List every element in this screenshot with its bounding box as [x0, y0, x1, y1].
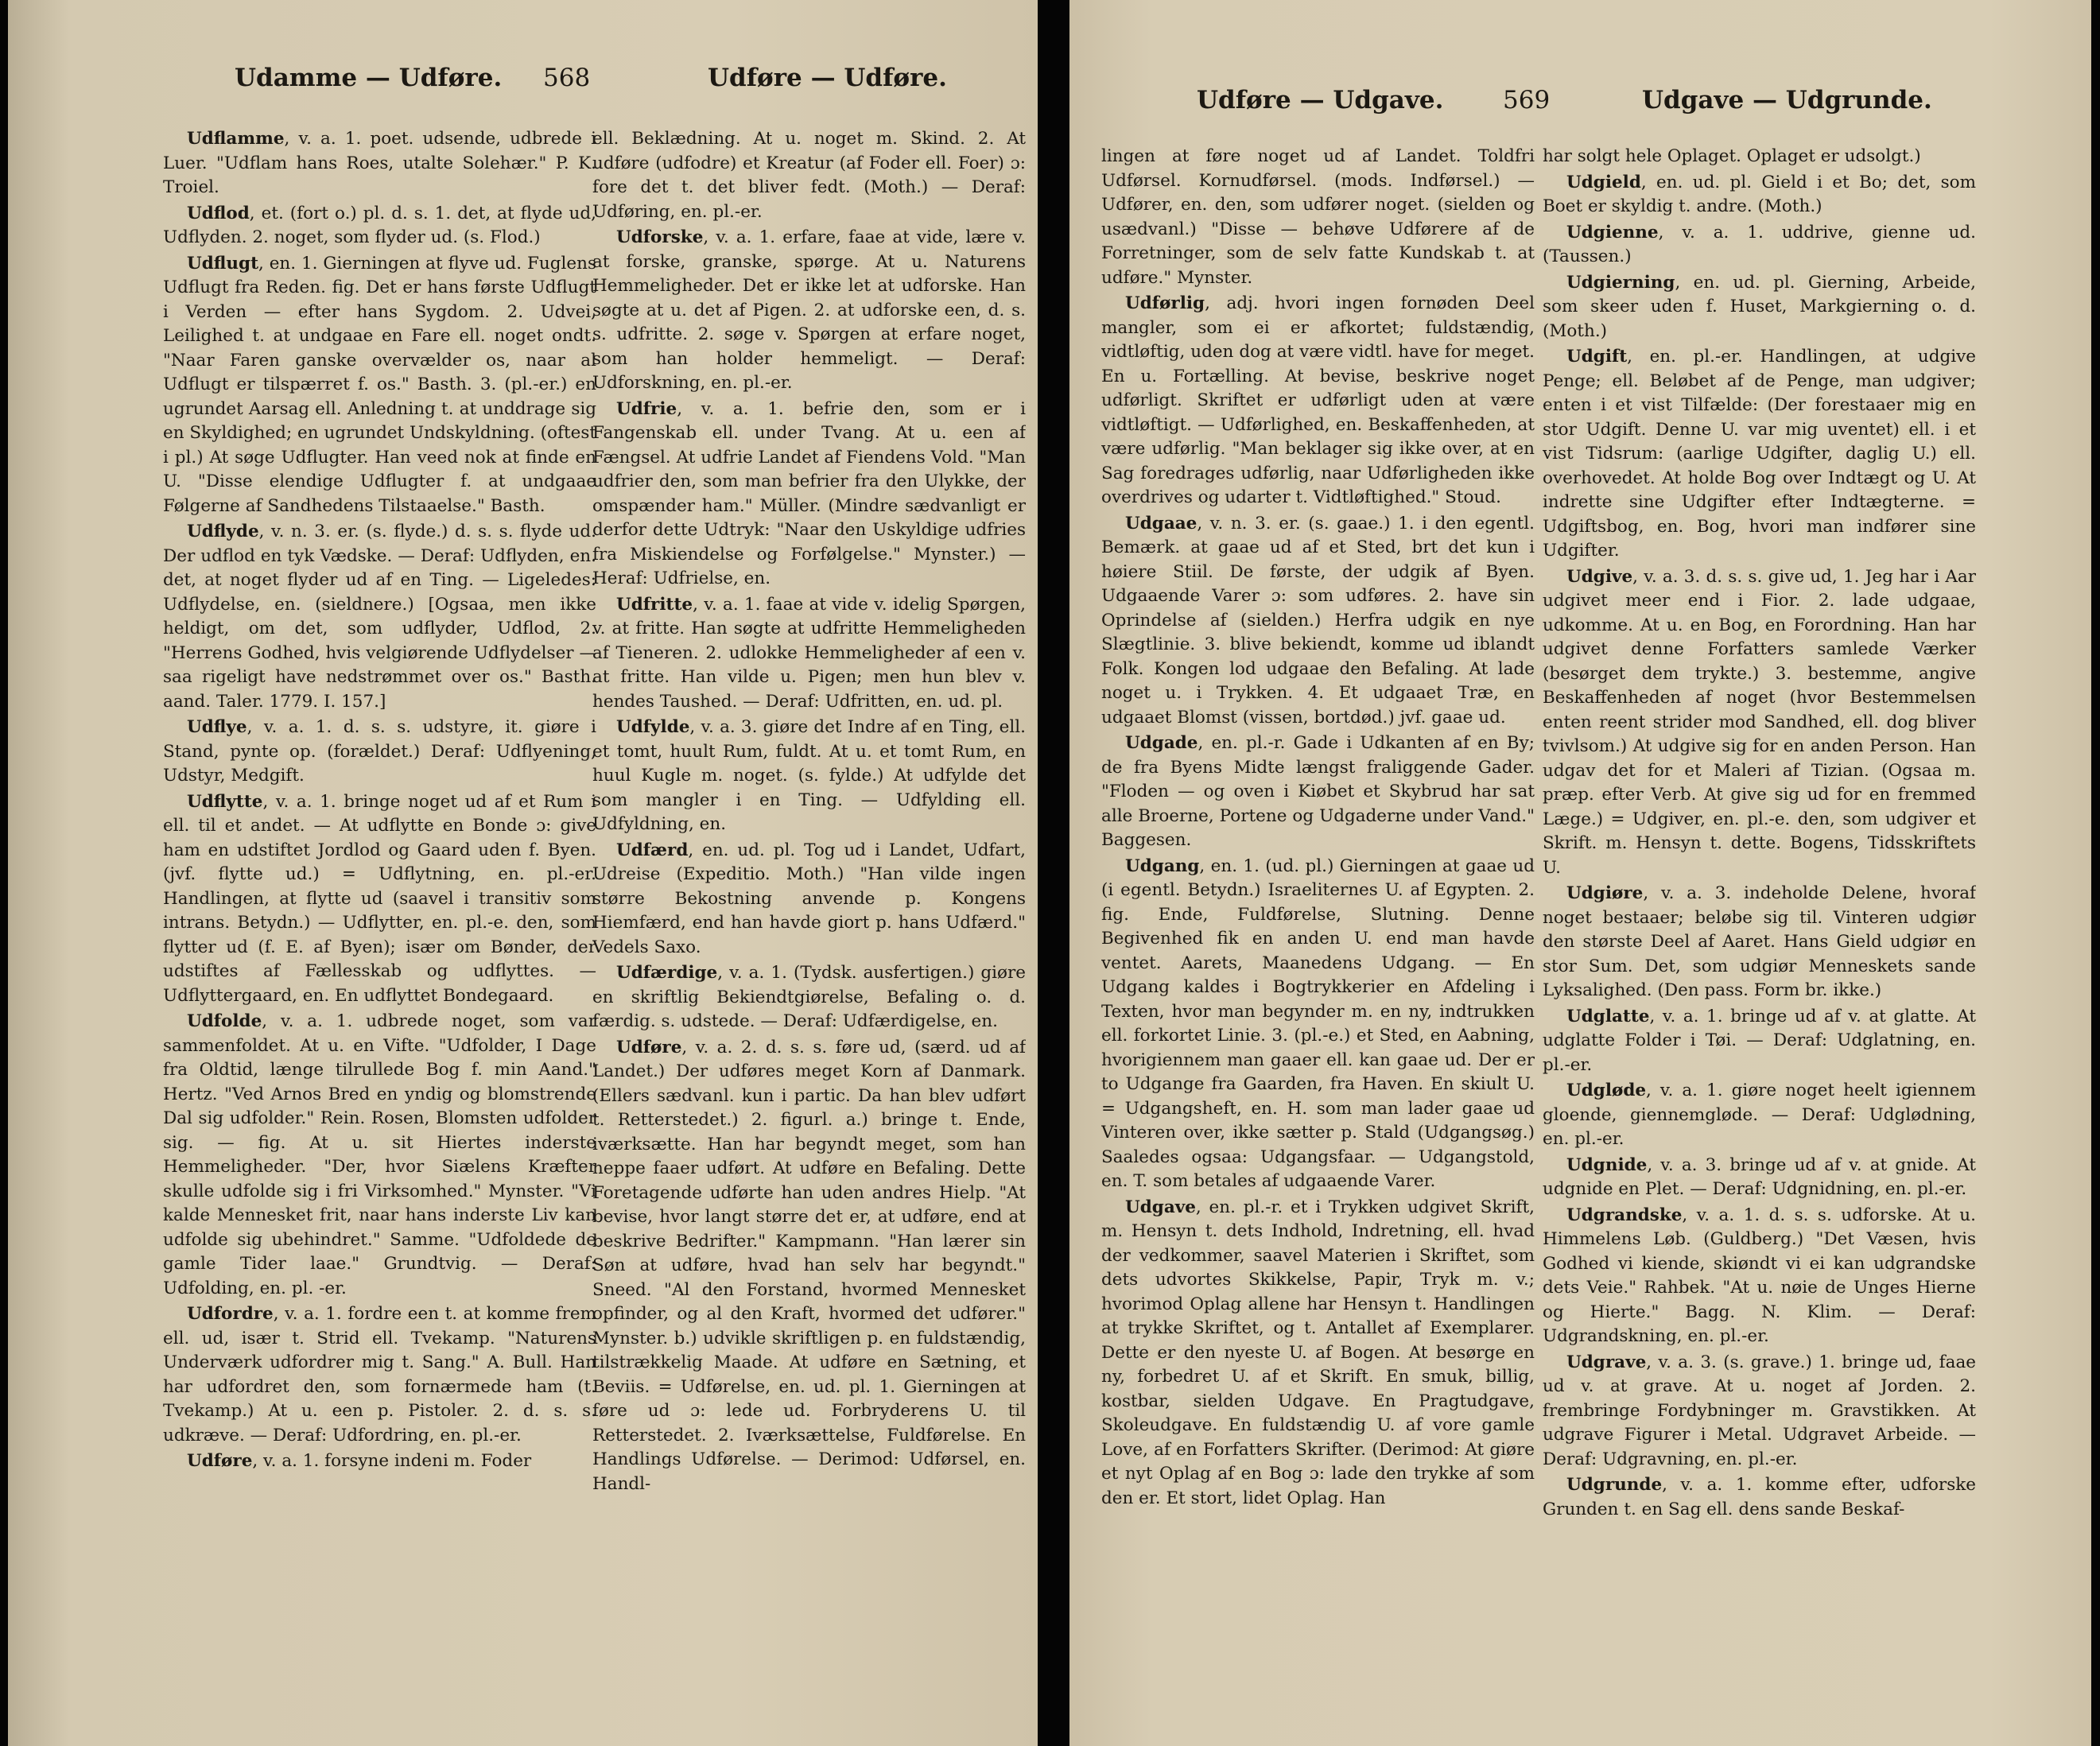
entry-definition: , v. a. 3. indeholde Delene, hvoraf noget bestaaer; beløbe sig til. Vinteren udgiør den største Deel af Aaret. Hans Gield udgiør en stor Sum. Det, som udgiør Menneskets sande Lyksalighed. (Den pass. Form br. ikke.) [1543, 883, 1976, 1000]
entry-definition: , v. a. 1. bringe ud af v. at glatte. At udglatte Folder i Tøi. — Deraf: Udglatning, en. pl.-er. [1543, 1006, 1976, 1075]
left-page-header [8, 64, 1038, 111]
entry-headword: Udgive [1566, 566, 1633, 587]
entry-definition: , et. (fort o.) pl. d. s. 1. det, at flyde ud, Udflyden. 2. noget, som flyder ud. (s. Flod.) [163, 203, 596, 247]
entry-definition: , v. a. 1. uddrive, gienne ud. (Taussen.) [1543, 222, 1976, 266]
entry-headword: Udglatte [1566, 1006, 1650, 1026]
dictionary-entry [1101, 512, 1535, 731]
entry-headword: Udfrie [616, 398, 677, 419]
entry-definition: , v. a. 3. (s. grave.) 1. bringe ud, faae ud v. at grave. At u. noget af Jorden. 2. frembringe Fordybninger m. Gravstikken. At udgrave Figurer i Metal. Udgravet Arbeide. — Deraf: Udgravning, en. pl.-er. [1543, 1352, 1976, 1469]
entry-definition: , en. ud. pl. Tog ud i Landet, Udfart, Udreise (Expeditio. Moth.) "Han vilde ingen større Bekostning anvende p. Kongens Hiemfærd, end han havde giort p. hans Udfærd." Vedels Saxo. [592, 840, 1026, 957]
dictionary-entry [163, 520, 596, 714]
entry-definition: , en. pl.-er. Handlingen, at udgive Penge; ell. Beløbet af de Penge, man udgiver; enten i et vist Tilfælde: (Der forestaaer mig en stor Udgift. Denne U. var mig uventet) ell. i et vist Tidsrum: (aarlige Udgifter, daglig U.) ell. overhovedet. At holde Bog over Indtægt og U. At indrette sine Udgifter efter Indtægterne. = Udgiftsbog, en. Bog, hvori man indfører sine Udgifter. [1543, 347, 1976, 561]
entry-definition: , v. a. 3. bringe ud af v. at gnide. At udgnide en Plet. — Deraf: Udgnidning, en. pl.-er. [1543, 1154, 1976, 1199]
entry-definition: , en. ud. pl. Gield i et Bo; det, som Boet er skyldig t. andre. (Moth.) [1543, 172, 1976, 216]
dictionary-entry [1543, 1351, 1976, 1472]
entry-headword: Udgrunde [1566, 1475, 1663, 1495]
right-page-column-1 [1101, 145, 1535, 1735]
dictionary-entry [1543, 145, 1976, 169]
entry-headword: Udgang [1125, 856, 1200, 876]
entry-definition: , en. 1. (ud. pl.) Gierningen at gaae ud (i egentl. Betydn.) Israeliternes U. af Egypten. 2. fig. Ende, Fuldførelse, Slutning. Denne Begivenhed fik en anden U. end man havde ventet. Aarets, Maanedens Udgang. — En Udgang kaldes i Bogtrykkerier en Afdeling i Texten, hvor man begynder m. en ny, indtrukken ell. forkortet Linie. 3. (pl.-e.) et Sted, en Aabning, hvorigiennem man gaaer ell. kan gaae ud. Der er to Udgange fra Gaarden, fra Haven. En skiult U. = Udgangsheft, en. H. som man lader gaae ud Vinteren over, ikke sætter p. Stald (Udgangsøg.) Saaledes ogsaa: Udgangsfaar. — Udgangstold, en. T. som betales af udgaaende Varer. [1101, 856, 1535, 1191]
entry-headword: Udflyde [187, 522, 259, 541]
dictionary-entry [1101, 731, 1535, 853]
right-page [1069, 0, 2091, 1746]
dictionary-entry [163, 790, 596, 1009]
dictionary-entry [1543, 1473, 1976, 1522]
entry-headword: Udflye [187, 717, 247, 737]
entry-headword: Udflod [187, 203, 250, 223]
dictionary-entry [592, 593, 1026, 715]
entry-headword: Udgienne [1566, 222, 1659, 242]
entry-definition: , v. a. 1. poet. udsende, udbrede i Luer. "Udflam hans Roes, utalte Solehær." P. K. Troiel. [163, 129, 596, 197]
dictionary-entry [1543, 1204, 1976, 1349]
entry-headword: Udfordre [187, 1304, 274, 1324]
dictionary-entry [592, 398, 1026, 592]
entry-headword: Udfolde [187, 1011, 262, 1031]
entry-headword: Udflytte [187, 791, 263, 812]
entry-headword: Udfylde [616, 717, 690, 737]
dictionary-entry [1543, 1079, 1976, 1152]
dictionary-entry [1101, 292, 1535, 510]
entry-definition: , v. a. 1. bringe noget ud af et Rum i ell. til et andet. — At udflytte en Bonde ɔ: give ham en udstiftet Jordlod og Gaard uden f. Byen. (jvf. flytte ud.) = Udflytning, en. pl.-er. Handlingen, at flytte ud (saavel i transitiv som intrans. Betydn.) — Udflytter, en. pl.-e. den, som flytter ud (f. E. af Byen); især om Bønder, der udstiftes af Fællesskab og udflyttes. — Udflyttergaard, en. En udflyttet Bondegaard. [163, 791, 596, 1006]
dictionary-entry [1101, 145, 1535, 290]
right-page-column-2 [1543, 145, 1976, 1735]
entry-definition: , en. pl.-r. et i Trykken udgivet Skrift, m. Hensyn t. dets Indhold, Indretning, ell. hvad der vedkommer, saavel Materien i Skriftet, som dets udvortes Skikkelse, Papir, Tryk m. v.; hvorimod Oplag allene har Hensyn t. Handlingen at trykke Skriftet, og t. Antallet af Exemplarer. Dette er den nyeste U. af Bogen. At besørge en ny, forbedret U. af et Skrift. En smuk, billig, kostbar, sielden Udgave. En Pragtudgave, Skoleudgave. En fuldstændig U. af vore gamle Love, af en Forfatters Skrifter. (Derimod: At giøre et nyt Oplag af en Bog ɔ: lade den trykke af som den er. Et stort, lidet Oplag. Han [1101, 1197, 1535, 1508]
left-header-end-word: Udføre — Udføre. [708, 64, 947, 92]
dictionary-entry [163, 202, 596, 250]
dictionary-entry [163, 1010, 596, 1301]
dictionary-entry [592, 1036, 1026, 1497]
entry-headword: Udfærd [616, 840, 689, 860]
entry-headword: Udførlig [1125, 293, 1205, 313]
dictionary-entry [163, 1302, 596, 1448]
right-header-start-word: Udføre — Udgave. [1197, 86, 1444, 114]
entry-headword: Udgield [1566, 172, 1641, 192]
dictionary-entry [1543, 882, 1976, 1003]
entry-definition: , v. a. 1. giøre noget heelt igiennem gloende, giennemgløde. — Deraf: Udglødning, en. pl.-er. [1543, 1081, 1976, 1149]
entry-definition: , v. n. 3. er. (s. gaae.) 1. i den egentl. Bemærk. at gaae ud af et Sted, brt det kun i høiere Stiil. De første, der udgik af Byen. Udgaaende Varer ɔ: som udføres. 2. have sin Oprindelse af (sielden.) Herfra udgik en nye Slægtlinie. 3. blive bekiendt, komme ud iblandt Folk. Kongen lod udgaae den Befaling. At lade noget u. i Trykken. 4. Et udgaaet Træ, en udgaaet Blomst (vissen, bortdød.) jvf. gaae ud. [1101, 513, 1535, 728]
right-page-header [1069, 86, 2091, 134]
dictionary-entry [1543, 345, 1976, 564]
entry-definition: , en. pl.-r. Gade i Udkanten af en By; de fra Byens Midte længst fraliggende Gader. "Floden — og oven i Kiøbet et Skybrud har sat alle Broerne, Portene og Udgaderne under Vand." Baggesen. [1101, 733, 1535, 850]
entry-definition: , v. a. 1. fordre een t. at komme frem ell. ud, især t. Strid ell. Tvekamp. "Naturens Underværk udfordrer mig t. Sang." A. Bull. Han har udfordret den, som fornærmede ham (t. Tvekamp.) At u. een p. Pistoler. 2. d. s. s. udkræve. — Deraf: Udfordring, en. pl.-er. [163, 1304, 596, 1445]
entry-definition: , en. 1. Gierningen at flyve ud. Fuglens Udflugt fra Reden. fig. Det er hans første Udflugt i Verden — efter hans Sygdom. 2. Udvei, Leilighed t. at undgaae en Fare ell. noget ondt. "Naar Faren ganske overvælder os, naar al Udflugt er tilspærret f. os." Basth. 3. (pl.-er.) en ugrundet Aarsag ell. Anledning t. at unddrage sig en Skyldighed; en ugrundet Undskyldning. (oftest i pl.) At søge Udflugter. Han veed nok at finde en U. "Disse elendige Udflugter f. at undgaae Følgerne af Sandhedens Tilstaaelse." Basth. [163, 253, 596, 516]
dictionary-entry [592, 226, 1026, 396]
entry-definition: , v. a. 3. d. s. s. give ud, 1. Jeg har i Aar udgivet meer end i Fior. 2. lade udgaae, udkomme. At u. en Bog, en Forordning. Han har udgivet denne Forfatters samlede Værker (besørget dem trykte.) 3. bestemme, angive Beskaffenheden af noget (hvor Bestemmelsen enten reent strider mod Sandhed, ell. dog bliver tvivlsom.) At udgive sig for en anden Person. Han udgav det for et Maleri af Tizian. (Ogsaa m. præp. efter Verb. At give sig ud for en fremmed Læge.) = Udgiver, en. pl.-e. den, som udgiver et Skrift. m. Hensyn t. dette. Bogens, Tidsskriftets U. [1543, 566, 1976, 878]
entry-definition: , v. a. 3. giøre det Indre af en Ting, ell. et tomt, huult Rum, fuldt. At u. et tomt Rum, en huul Kugle m. noget. (s. fylde.) At udfylde det som mangler i en Ting. — Udfylding ell. Udfyldning, en. [592, 717, 1026, 834]
entry-headword: Udføre [187, 1451, 253, 1471]
entry-definition: , v. n. 3. er. (s. flyde.) d. s. s. flyde ud. Der udflod en tyk Vædske. — Deraf: Udflyden, en. det, at noget flyder ud af en Ting. — Ligeledes: Udflydelse, en. (sieldnere.) [Ogsaa, men ikke heldigt, om det, som udflyder, Udflod, 2. "Herrens Godhed, hvis velgiørende Udflydelser — saa rigeligt have nedstrømmet over os." Basth. aand. Taler. 1779. I. 157.] [163, 522, 596, 712]
entry-definition: , v. a. 1. (Tydsk. ausfertigen.) giøre en skriftlig Bekiendtgiørelse, Befaling o. d. færdig. s. udstede. — Deraf: Udfærdigelse, en. [592, 963, 1026, 1031]
dictionary-entry [592, 127, 1026, 224]
dictionary-entry [592, 716, 1026, 837]
entry-definition: , en. ud. pl. Gierning, Arbeide, som skeer uden f. Huset, Markgierning o. d. (Moth.) [1543, 272, 1976, 341]
dictionary-entry [1543, 271, 1976, 344]
right-page-number: 569 [1503, 86, 1551, 114]
dictionary-entry [1101, 1196, 1535, 1511]
left-page-column-1 [163, 127, 596, 1717]
dictionary-entry [1543, 221, 1976, 270]
entry-headword: Udgnide [1566, 1154, 1648, 1175]
entry-definition: ell. Beklædning. At u. noget m. Skind. 2. At udføre (udfodre) et Kreatur (af Foder ell. Foer) ɔ: fore det t. det bliver fedt. (Moth.) — Deraf: Udføring, en. pl.-er. [592, 129, 1026, 222]
dictionary-entry [1543, 1005, 1976, 1078]
entry-headword: Udgaae [1125, 513, 1198, 534]
left-page [8, 0, 1038, 1746]
entry-headword: Udfritte [616, 594, 693, 615]
dictionary-entry [163, 716, 596, 789]
entry-headword: Udgrandske [1566, 1205, 1683, 1225]
entry-headword: Udgift [1566, 347, 1628, 367]
entry-definition: , v. a. 1. forsyne indeni m. Foder [252, 1451, 532, 1471]
entry-definition: , v. a. 1. d. s. s. udstyre, it. giøre i Stand, pynte op. (forældet.) Deraf: Udflyening, Udstyr, Medgift. [163, 717, 596, 786]
left-page-number: 568 [543, 64, 591, 92]
entry-definition: , v. a. 1. udbrede noget, som var sammenfoldet. At u. en Vifte. "Udfolder, I Dage fra Oldtid, længe tilrullede Bog f. min Aand." Hertz. "Ved Arnos Bred en yndig og blomstrende Dal sig udfolder." Rein. Rosen, Blomsten udfolder sig. — fig. At u. sit Hiertes inderste Hemmeligheder. "Der, hvor Siælens Kræfter skulle udfolde sig i fri Virksomhed." Mynster. "Vi kalde Mennesket frit, naar hans inderste Liv kan udfolde sig ubehindret." Samme. "Udfoldede de gamle Tider laae." Grundtvig. — Deraf: Udfolding, en. pl. -er. [163, 1011, 596, 1298]
entry-headword: Udgade [1125, 733, 1198, 753]
dictionary-entry [1543, 565, 1976, 881]
entry-definition: , v. a. 1. komme efter, udforske Grunden t. en Sag ell. dens sande Beskaf- [1543, 1475, 1976, 1519]
entry-headword: Udgave [1125, 1197, 1196, 1217]
dictionary-entry [163, 1449, 596, 1474]
entry-headword: Udgierning [1566, 272, 1675, 293]
entry-definition: lingen at føre noget ud af Landet. Toldfri Udførsel. Kornudførsel. (mods. Indførsel.) — Udfører, en. den, som udfører noget. (sielden og usædvanl.) "Disse — behøve Udførere af de Forretninger, som de selv fatte Kundskab t. at udføre." Mynster. [1101, 146, 1535, 288]
entry-headword: Udgløde [1566, 1081, 1647, 1100]
left-page-column-2 [592, 127, 1026, 1717]
entry-definition: , v. a. 2. d. s. s. føre ud, (særd. ud af Landet.) Der udføres meget Korn af Danmark. (Ellers sædvanl. kun i partic. Da han blev udført t. Retterstedet.) 2. figurl. a.) bringe t. Ende, iværksætte. Han har begyndt meget, som han neppe faaer udført. At udføre en Befaling. Dette Foretagende udførte han uden andres Hielp. "At bevise, hvor langt større det er, at udføre, end at beskrive Bedrifter." Kampmann. "Han lærer sin Søn at udføre, hvad han selv har begyndt." Sneed. "Al den Forstand, hvormed Mennesket opfinder, og al den Kraft, hvormed det udfører." Mynster. b.) udvikle skriftligen p. en fuldstændig, tilstrækkelig Maade. At udføre en Sætning, et Beviis. = Udførelse, en. ud. pl. 1. Gierningen at føre ud ɔ: lede ud. Forbryderens U. til Retterstedet. 2. Iværksættelse, Fuldførelse. En Handlings Udførelse. — Derimod: Udførsel, en. Handl- [592, 1037, 1026, 1494]
entry-headword: Udføre [616, 1037, 682, 1057]
dictionary-entry [1543, 171, 1976, 219]
dictionary-entry [1101, 855, 1535, 1194]
entry-definition: , v. a. 1. d. s. s. udforske. At u. Himmelens Løb. (Guldberg.) "Det Væsen, hvis Godhed vi kiende, skiøndt vi ei kan udgrandske dets Veie." Rahbek. "At u. nøie de Unges Hierne og Hierte." Bagg. N. Klim. — Deraf: Udgrandskning, en. pl.-er. [1543, 1205, 1976, 1346]
left-header-start-word: Udamme — Udføre. [235, 64, 503, 92]
entry-headword: Udgrave [1566, 1352, 1647, 1372]
entry-headword: Udflugt [187, 253, 259, 274]
dictionary-entry [163, 252, 596, 519]
entry-definition: , adj. hvori ingen fornøden Deel mangler, som ei er afkortet; fuldstændig, vidtløftig, uden dog at være vidtl. have for meget. En u. Fortælling. At bevise, beskrive noget udførligt. Skriftet er udførligt uden at være vidtløftigt. — Udførlighed, en. Beskaffenheden, at være udførlig. "Man beklager sig ikke over, at en Sag foredrages udførlig, naar Udførligheden ikke overdrives og udarter t. Vidtløftighed." Stoud. [1101, 293, 1535, 507]
dictionary-entry [592, 839, 1026, 960]
right-header-end-word: Udgave — Udgrunde. [1642, 86, 1932, 114]
dictionary-entry [592, 961, 1026, 1034]
entry-headword: Udgiøre [1566, 883, 1644, 903]
entry-headword: Udforske [616, 227, 704, 247]
entry-definition: har solgt hele Oplaget. Oplaget er udsolgt.) [1543, 146, 1921, 166]
entry-definition: , v. a. 1. faae at vide v. idelig Spørgen, v. at fritte. Han søgte at udfritte Hemmeligheden af Tieneren. 2. udlokke Hemmeligheder af een v. at fritte. Han vilde u. Pigen; men hun blev v. hendes Taushed. — Deraf: Udfritten, en. ud. pl. [592, 594, 1026, 712]
dictionary-entry [1543, 1154, 1976, 1202]
entry-headword: Udflamme [187, 129, 285, 149]
entry-definition: , v. a. 1. befrie den, som er i Fangenskab ell. under Tvang. At u. een af Fængsel. At udfrie Landet af Fiendens Vold. "Man udfrier den, som man befrier fra den Ulykke, der omspænder ham." Müller. (Mindre sædvanligt er derfor dette Udtryk: "Naar den Uskyldige udfries fra Miskiendelse og Forfølgelse." Mynster.) — Heraf: Udfrielse, en. [592, 398, 1026, 588]
entry-definition: , v. a. 1. erfare, faae at vide, lære v. at forske, granske, spørge. At u. Naturens Hemmeligheder. Det er ikke let at udforske. Han søgte at u. det af Pigen. 2. at udforske een, d. s. s. udfritte. 2. søge v. Spørgen at erfare noget, som han holder hemmeligt. — Deraf: Udforskning, en. pl.-er. [592, 227, 1026, 393]
entry-headword: Udfærdige [616, 963, 718, 983]
dictionary-entry [163, 127, 596, 200]
